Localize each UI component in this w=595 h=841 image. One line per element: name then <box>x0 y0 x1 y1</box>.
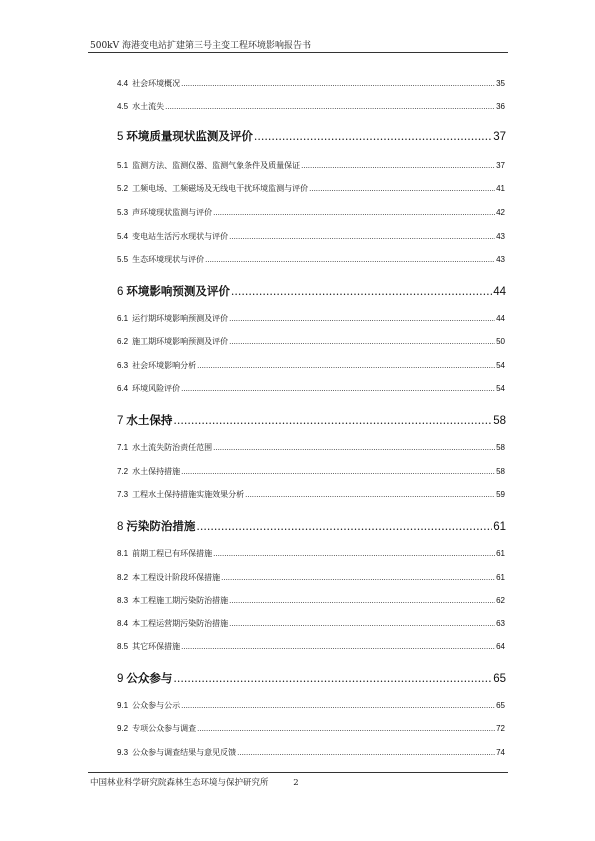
toc-chapter-entry[interactable] <box>117 283 506 299</box>
toc-entry-number: 7.3 <box>117 490 129 499</box>
toc-entry-number: 5.4 <box>117 232 129 241</box>
toc-entry-title: 前期工程已有环保措施 <box>132 549 213 558</box>
toc-entry-page: 42 <box>496 208 505 217</box>
toc-entry-title: 水土流失 <box>132 102 165 111</box>
toc-entry-number: 8 <box>117 521 124 533</box>
toc-section-entry[interactable] <box>117 207 505 218</box>
toc-entry-number: 5.5 <box>117 255 129 264</box>
toc-entry-page: 36 <box>496 102 505 111</box>
toc-entry-number: 8.2 <box>117 573 129 582</box>
toc-entry-title: 工程水土保持措施实施效果分析 <box>132 490 245 499</box>
toc-entry-page: 58 <box>496 443 505 452</box>
toc-section-entry[interactable] <box>117 466 505 477</box>
toc-entry-number: 7 <box>117 415 124 427</box>
toc-section-entry[interactable] <box>117 747 505 758</box>
toc-entry-number: 6.2 <box>117 337 129 346</box>
toc-chapter-entry[interactable] <box>117 128 506 144</box>
toc-dot-leader <box>196 520 492 533</box>
toc-dot-leader <box>205 256 495 264</box>
toc-entry-title: 工频电场、工频磁场及无线电干扰环境监测与评价 <box>132 184 309 193</box>
toc-chapter-entry[interactable] <box>117 412 506 428</box>
toc-entry-number: 5.1 <box>117 161 129 170</box>
toc-dot-leader <box>197 362 495 370</box>
toc-entry-title: 社会环境影响分析 <box>132 361 197 370</box>
toc-dot-leader <box>229 315 495 323</box>
toc-dot-leader <box>229 338 495 346</box>
running-header: 500kV 海港变电站扩建第三号主变工程环境影响报告书 <box>90 41 311 51</box>
toc-entry-page: 44 <box>496 314 505 323</box>
toc-section-entry[interactable] <box>117 231 505 242</box>
toc-entry-title: 运行期环境影响预测及评价 <box>132 314 229 323</box>
footer-org: 中国林业科学研究院森林生态环境与保护研究所 <box>90 778 269 788</box>
toc-entry-number: 4.5 <box>117 102 129 111</box>
toc-dot-leader <box>301 162 495 170</box>
toc-section-entry[interactable] <box>117 700 505 711</box>
toc-entry-number: 6 <box>117 286 124 298</box>
toc-entry-page: 54 <box>496 384 505 393</box>
toc-entry-number: 8.5 <box>117 642 129 651</box>
toc-dot-leader <box>229 233 495 241</box>
toc-section-entry[interactable] <box>117 360 505 371</box>
toc-entry-title: 专项公众参与调查 <box>132 724 197 733</box>
toc-entry-number: 9.3 <box>117 748 129 757</box>
toc-entry-title: 公众参与 <box>126 671 173 685</box>
toc-entry-number: 6.1 <box>117 314 129 323</box>
toc-dot-leader <box>229 597 495 605</box>
toc-chapter-entry[interactable] <box>117 670 506 686</box>
toc-entry-number: 9.2 <box>117 724 129 733</box>
running-footer <box>90 776 299 788</box>
toc-entry-page: 61 <box>493 521 506 533</box>
page-number: 2 <box>293 778 299 788</box>
toc-section-entry[interactable] <box>117 383 505 394</box>
toc-entry-title: 公众参与公示 <box>132 701 181 710</box>
toc-entry-title: 本工程设计阶段环保措施 <box>132 573 221 582</box>
toc-entry-number: 8.3 <box>117 596 129 605</box>
toc-entry-page: 72 <box>496 724 505 733</box>
toc-entry-title: 环境影响预测及评价 <box>126 284 230 298</box>
toc-section-entry[interactable] <box>117 723 505 734</box>
toc-section-entry[interactable] <box>117 572 505 583</box>
toc-entry-title: 社会环境概况 <box>132 79 181 88</box>
toc-dot-leader <box>213 444 495 452</box>
toc-entry-title: 水土保持措施 <box>132 467 181 476</box>
toc-section-entry[interactable] <box>117 254 505 265</box>
toc-entry-page: 35 <box>496 79 505 88</box>
toc-entry-title: 环境风险评价 <box>132 384 181 393</box>
toc-entry-title: 变电站生活污水现状与评价 <box>132 232 229 241</box>
toc-dot-leader <box>181 468 495 476</box>
toc-dot-leader <box>254 130 492 143</box>
toc-entry-page: 61 <box>496 573 505 582</box>
toc-entry-title: 生态环境现状与评价 <box>132 255 205 264</box>
toc-entry-number: 9 <box>117 673 124 685</box>
toc-entry-title: 声环境现状监测与评价 <box>132 208 213 217</box>
toc-entry-page: 43 <box>496 255 505 264</box>
toc-entry-page: 50 <box>496 337 505 346</box>
toc-dot-leader <box>181 643 495 651</box>
toc-entry-title: 公众参与调查结果与意见反馈 <box>132 748 237 757</box>
toc-section-entry[interactable] <box>117 595 505 606</box>
toc-entry-title: 环境质量现状监测及评价 <box>126 129 253 143</box>
toc-dot-leader <box>309 185 495 193</box>
toc-entry-title: 水土流失防治责任范围 <box>132 443 213 452</box>
toc-entry-number: 5 <box>117 131 124 143</box>
toc-dot-leader <box>231 285 492 298</box>
toc-entry-page: 65 <box>496 701 505 710</box>
toc-entry-number: 9.1 <box>117 701 129 710</box>
toc-entry-title: 监测方法、监测仪器、监测气象条件及质量保证 <box>132 161 301 170</box>
toc-entry-title: 其它环保措施 <box>132 642 181 651</box>
toc-entry-number: 7.2 <box>117 467 129 476</box>
toc-entry-page: 64 <box>496 642 505 651</box>
toc-dot-leader <box>213 209 495 217</box>
toc-entry-page: 58 <box>493 415 506 427</box>
toc-entry-number: 5.2 <box>117 184 129 193</box>
toc-entry-number: 7.1 <box>117 443 129 452</box>
toc-entry-number: 4.4 <box>117 79 129 88</box>
toc-entry-page: 61 <box>496 549 505 558</box>
toc-dot-leader <box>173 672 492 685</box>
toc-section-entry[interactable] <box>117 641 505 652</box>
toc-dot-leader <box>197 725 495 733</box>
toc-entry-page: 63 <box>496 619 505 628</box>
toc-entry-page: 65 <box>493 673 506 685</box>
toc-dot-leader <box>181 385 495 393</box>
toc-entry-number: 8.4 <box>117 619 129 628</box>
toc-section-entry[interactable] <box>117 618 505 629</box>
toc-section-entry[interactable] <box>117 489 505 500</box>
toc-dot-leader <box>165 103 495 111</box>
toc-section-entry[interactable] <box>117 160 505 171</box>
toc-section-entry[interactable] <box>117 442 505 453</box>
toc-entry-page: 74 <box>496 748 505 757</box>
toc-entry-title: 水土保持 <box>126 413 173 427</box>
toc-entry-number: 6.3 <box>117 361 129 370</box>
toc-entry-title: 本工程施工期污染防治措施 <box>132 596 229 605</box>
toc-section-entry[interactable] <box>117 548 505 559</box>
toc-entry-number: 6.4 <box>117 384 129 393</box>
toc-section-entry[interactable] <box>117 336 505 347</box>
toc-entry-title: 本工程运营期污染防治措施 <box>132 619 229 628</box>
toc-dot-leader <box>221 574 495 582</box>
toc-dot-leader <box>173 414 492 427</box>
toc-dot-leader <box>181 80 495 88</box>
toc-section-entry[interactable] <box>117 313 505 324</box>
header-rule <box>88 52 508 53</box>
toc-entry-page: 37 <box>496 161 505 170</box>
toc-section-entry[interactable] <box>117 183 505 194</box>
toc-entry-page: 54 <box>496 361 505 370</box>
toc-dot-leader <box>229 620 495 628</box>
toc-dot-leader <box>181 702 495 710</box>
toc-section-entry[interactable] <box>117 78 505 89</box>
toc-dot-leader <box>213 550 495 558</box>
toc-entry-page: 41 <box>496 184 505 193</box>
toc-chapter-entry[interactable] <box>117 518 506 534</box>
toc-entry-number: 5.3 <box>117 208 129 217</box>
toc-entry-page: 58 <box>496 467 505 476</box>
toc-entry-page: 44 <box>493 286 506 298</box>
footer-rule <box>88 772 508 773</box>
toc-entry-title: 污染防治措施 <box>126 519 196 533</box>
toc-section-entry[interactable] <box>117 101 505 112</box>
toc-entry-page: 43 <box>496 232 505 241</box>
toc-entry-page: 62 <box>496 596 505 605</box>
toc-entry-number: 8.1 <box>117 549 129 558</box>
toc-entry-page: 37 <box>493 131 506 143</box>
toc-entry-page: 59 <box>496 490 505 499</box>
toc-dot-leader <box>245 491 495 499</box>
toc-entry-title: 施工期环境影响预测及评价 <box>132 337 229 346</box>
toc-dot-leader <box>237 749 495 757</box>
